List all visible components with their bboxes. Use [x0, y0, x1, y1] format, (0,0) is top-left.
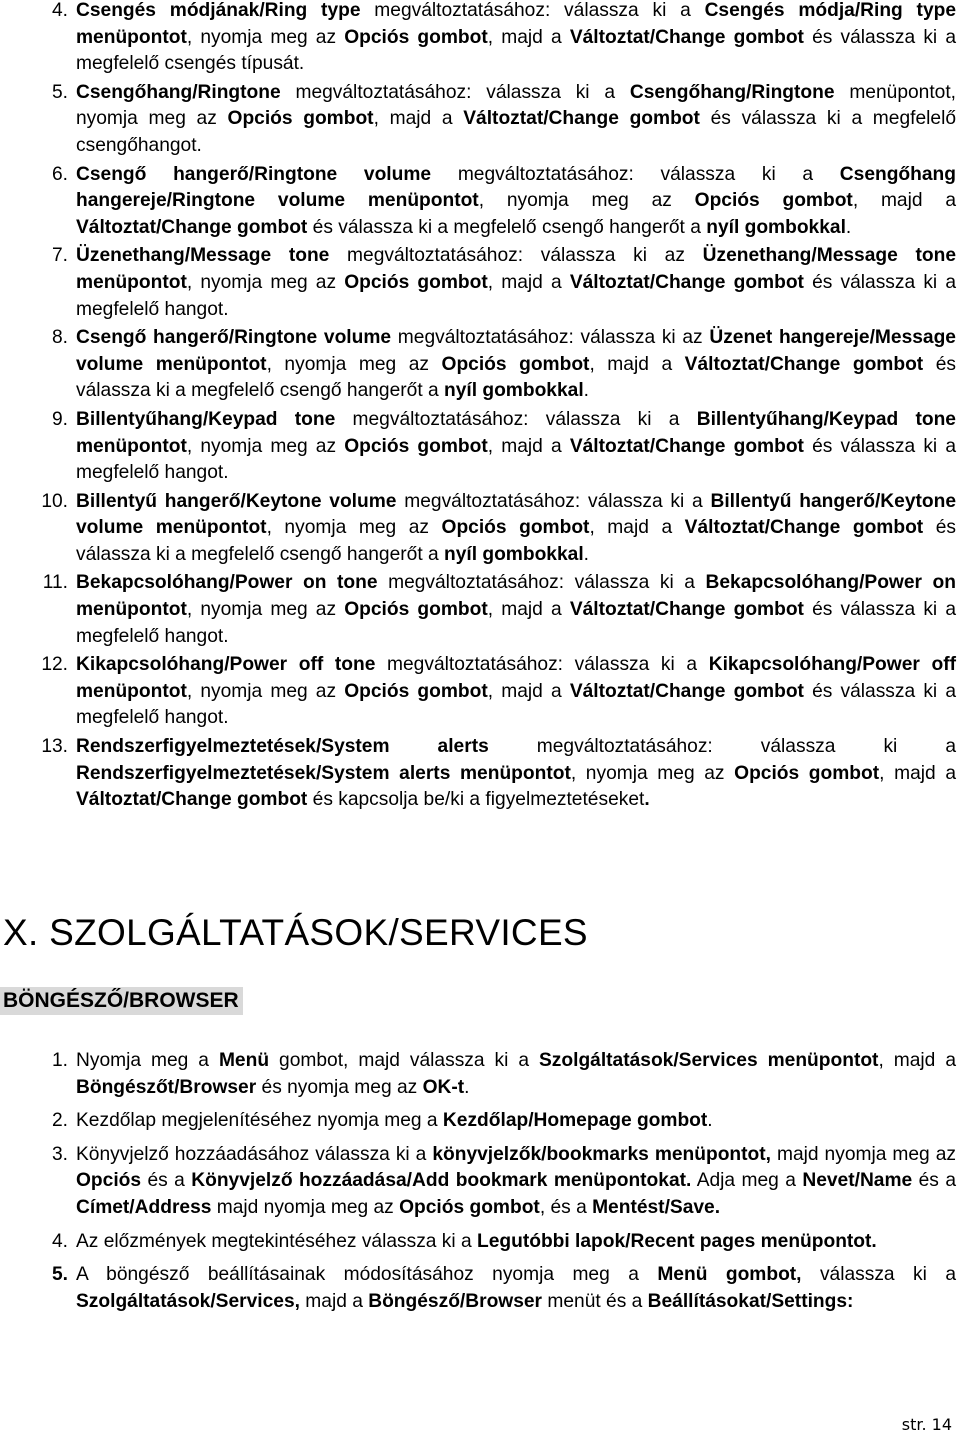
text-run: megváltoztatásához: válassza ki a	[431, 163, 840, 185]
list-item-text	[76, 1110, 713, 1131]
list-item-number: 5.	[51, 1264, 68, 1286]
text-run: .	[845, 216, 852, 238]
text-run: megváltoztatásához: válassza ki a	[335, 408, 697, 430]
list-item	[0, 1229, 960, 1256]
text-run: Kezdőlap megjelenítéséhez nyomja meg a	[76, 1110, 443, 1132]
bold-text: Bekapcsolóhang/Power on tone	[76, 572, 378, 594]
list-item-number: 13.	[41, 736, 68, 758]
bold-text: nyíl gombokkal	[706, 216, 846, 238]
bold-text: Nevet/Name	[802, 1170, 913, 1192]
bold-text: nyíl gombokkal	[443, 543, 584, 565]
text-run: , majd a	[373, 108, 464, 130]
text-run: , majd a	[589, 517, 685, 539]
text-run: és válassza ki a megfelelő hangot.	[76, 435, 956, 484]
subheading-browser: BÖNGÉSZŐ/BROWSER	[0, 987, 243, 1015]
bold-text: Opciós gombot	[344, 271, 488, 293]
text-run: majd nyomja meg az	[770, 1143, 956, 1165]
bold-text: Címet/Address	[76, 1196, 212, 1218]
bold-text: nyíl gombokkal	[443, 380, 584, 402]
text-run: válassza ki a	[801, 1264, 956, 1286]
bold-text: Változtat/Change gombot	[76, 789, 308, 811]
bold-text: Opciós gombot	[344, 26, 488, 48]
bold-text: Csengőhang/Ringtone	[629, 81, 835, 103]
bold-text: Billentyű hangerő/Keytone volume menüpontot	[76, 490, 956, 539]
text-run: , nyomja meg az	[478, 190, 695, 212]
text-run: , majd a	[879, 762, 956, 784]
text-run: Nyomja meg a	[76, 1050, 219, 1071]
bold-text: Változtat/Change gombot	[569, 26, 804, 48]
list-item	[0, 162, 960, 242]
bold-text: Rendszerfigyelmeztetések/System alerts	[76, 736, 489, 758]
list-item-number: 10.	[41, 490, 68, 512]
text-run: és kapcsolja be/ki a figyelmeztetéseket	[307, 789, 645, 811]
list-item-number: 3.	[51, 1143, 68, 1165]
text-run: , nyomja meg az	[186, 599, 345, 621]
bold-text: Billentyűhang/Keypad tone menüpontot	[76, 408, 956, 457]
text-run: és válassza ki a megfelelő hangot.	[76, 271, 956, 320]
text-run: megváltoztatásához: válassza ki az	[391, 327, 710, 349]
text-run: , nyomja meg az	[266, 353, 442, 375]
bold-text: Rendszerfigyelmeztetések/System alerts menüpontot	[76, 762, 571, 784]
text-run: Az előzmények megtekintéséhez válassza ki a	[76, 1230, 477, 1252]
text-run: Adja meg a	[691, 1170, 803, 1192]
list-item-number: 8.	[51, 327, 68, 349]
list-item	[0, 1108, 960, 1135]
list-item	[0, 1262, 960, 1315]
section-title: X. SZOLGÁLTATÁSOK/SERVICES	[3, 912, 588, 953]
text-run: gombot, majd válassza ki a	[269, 1050, 539, 1071]
text-run: megváltoztatásához: válassza ki a	[280, 81, 630, 103]
text-run: megváltoztatásához: válassza ki a	[375, 654, 709, 676]
bold-text: Csengőhang/Ringtone	[76, 81, 281, 103]
text-run: .	[583, 380, 589, 402]
text-run: , és a	[539, 1196, 593, 1218]
list-item-text	[76, 736, 956, 810]
bold-text: Üzenethang/Message tone menüpontot	[76, 245, 956, 293]
text-run: és válassza ki a megfelelő csengőhangot.	[76, 108, 957, 156]
bold-text: Bekapcsolóhang/Power on menüpontot	[76, 572, 956, 621]
bold-text: .	[644, 789, 650, 811]
text-run: Könyvjelző hozzáadásához válassza ki a	[76, 1143, 433, 1165]
list-item-text	[76, 572, 956, 646]
bold-text: Opciós gombot	[227, 108, 374, 130]
bold-text: Változtat/Change gombot	[684, 353, 924, 375]
list-item-text	[76, 164, 956, 238]
text-run: , nyomja meg az	[186, 26, 345, 48]
text-run: , nyomja meg az	[186, 271, 345, 293]
text-run: megváltoztatásához: válassza ki a	[488, 736, 956, 758]
text-run: , majd a	[589, 353, 685, 375]
bold-text: Csengés módjának/Ring type	[76, 0, 361, 21]
page-number: str. 14	[901, 1415, 952, 1434]
list-item-number: 2.	[51, 1110, 68, 1132]
list-item-text	[76, 654, 956, 728]
bold-text: Opciós gombot	[344, 599, 488, 621]
list-item	[0, 1142, 960, 1222]
instruction-list-browser	[0, 1048, 960, 1322]
text-run: megváltoztatásához: válassza ki a	[360, 0, 705, 21]
list-item	[0, 80, 960, 160]
text-run: , majd a	[487, 680, 570, 702]
bold-text: Billentyűhang/Keypad tone	[76, 408, 336, 430]
list-item-text	[76, 0, 956, 74]
bold-text: Kezdőlap/Homepage gombot	[442, 1110, 708, 1132]
list-item-number: 12.	[41, 654, 68, 676]
bold-text: Változtat/Change gombot	[569, 271, 804, 293]
text-run: , nyomja meg az	[186, 680, 345, 702]
list-item	[0, 570, 960, 650]
text-run: majd nyomja meg az	[211, 1196, 400, 1218]
list-item	[0, 243, 960, 323]
text-run: .	[707, 1110, 713, 1132]
list-item-number: 5.	[51, 81, 68, 103]
text-run: , majd a	[487, 271, 570, 293]
list-item-number: 7.	[51, 245, 68, 267]
bold-text: Szolgáltatások/Services,	[76, 1290, 300, 1312]
text-run: és válassza ki a megfelelő csengés típusát.	[76, 26, 956, 75]
list-item-number: 1.	[51, 1050, 68, 1071]
text-run: , majd a	[487, 26, 570, 48]
list-item-text	[76, 245, 956, 319]
text-run: és a	[141, 1170, 192, 1192]
text-run: menüpontot, nyomja meg az	[76, 81, 956, 130]
list-item	[0, 652, 960, 732]
bold-text: Kikapcsolóhang/Power off menüpontot	[76, 654, 956, 702]
text-run: .	[583, 543, 589, 565]
bold-text: Beállításokat/Settings:	[647, 1290, 854, 1312]
text-run: megváltoztatásához: válassza ki az	[329, 245, 703, 267]
list-item-text	[76, 1231, 877, 1252]
text-run: és válassza ki a megfelelő hangot.	[76, 599, 956, 647]
text-run: , nyomja meg az	[570, 762, 735, 784]
bold-text: Változtat/Change gombot	[463, 108, 700, 130]
bold-text: Csengő hangerő/Ringtone volume	[76, 327, 392, 349]
bold-text: Billentyű hangerő/Keytone volume	[76, 490, 397, 512]
bold-text: Változtat/Change gombot	[76, 216, 308, 238]
bold-text: Mentést/Save.	[592, 1196, 721, 1218]
bold-text: Csengőhang hangereje/Ringtone volume menüpontot	[76, 163, 956, 212]
list-item-text	[76, 1050, 956, 1098]
list-item-number: 4.	[51, 0, 68, 21]
text-run: majd a	[299, 1290, 369, 1312]
bold-text: Böngésző/Browser	[368, 1290, 543, 1312]
text-run: és válassza ki a megfelelő csengő hangerőt a	[76, 353, 956, 402]
bold-text: Opciós gombot	[441, 517, 590, 539]
text-run: és válassza ki a megfelelő csengő hangerőt a	[307, 216, 707, 238]
list-item-text	[76, 491, 956, 565]
text-run: , nyomja meg az	[266, 517, 442, 539]
bold-text: Változtat/Change gombot	[684, 517, 924, 539]
bold-text: Menü	[218, 1050, 270, 1071]
text-run: és a	[912, 1170, 956, 1192]
list-item	[0, 325, 960, 405]
text-run: A böngésző beállításainak módosításához nyomja meg a	[76, 1264, 658, 1286]
bold-text: Kikapcsolóhang/Power off tone	[76, 654, 376, 676]
text-run: megváltoztatásához: válassza ki a	[396, 490, 711, 512]
bold-text: Opciós gombot	[399, 1196, 540, 1218]
list-item-text	[76, 327, 956, 401]
bold-text: Változtat/Change gombot	[569, 680, 804, 702]
bold-text: Opciós gombot	[344, 435, 488, 457]
bold-text: Böngészőt/Browser	[76, 1076, 257, 1098]
bold-text: Opciós gombot	[344, 680, 488, 702]
text-run: , majd a	[487, 435, 570, 457]
list-item	[0, 1048, 960, 1101]
list-item-text	[76, 1144, 956, 1218]
text-run: és nyomja meg az	[256, 1076, 423, 1098]
text-run: , majd a	[878, 1050, 956, 1071]
list-item-number: 11.	[42, 572, 68, 594]
bold-text: Opciós gombot	[694, 190, 853, 212]
bold-text: Csengő hangerő/Ringtone volume	[76, 163, 432, 185]
list-item-text	[76, 82, 956, 156]
list-item	[0, 489, 960, 569]
bold-text: Opciós gombot	[441, 353, 590, 375]
text-run: és válassza ki a megfelelő hangot.	[76, 680, 956, 729]
text-run: , majd a	[487, 599, 570, 621]
bold-text: Opciós gombot	[734, 762, 880, 784]
bold-text: Könyvjelző hozzáadása/Add bookmark menüpontokat.	[191, 1170, 692, 1192]
bold-text: Menü gombot,	[657, 1264, 802, 1286]
list-item-number: 9.	[51, 408, 68, 430]
bold-text: könyvjelzők/bookmarks menüpontot,	[432, 1143, 771, 1165]
list-item	[0, 407, 960, 487]
text-run: .	[464, 1076, 470, 1098]
list-item	[0, 734, 960, 814]
list-item-text	[76, 409, 956, 483]
text-run: megváltoztatásához: válassza ki a	[377, 572, 706, 594]
list-item	[0, 0, 960, 78]
bold-text: Csengés módja/Ring type menüpontot	[76, 0, 957, 48]
text-run: , nyomja meg az	[186, 435, 345, 457]
bold-text: Opciós	[76, 1170, 142, 1192]
text-run: és válassza ki a megfelelő csengő hangerőt a	[76, 517, 956, 565]
bold-text: Legutóbbi lapok/Recent pages menüpontot.	[477, 1230, 877, 1252]
bold-text: Üzenet hangereje/Message volume menüpontot	[76, 327, 956, 375]
list-item-text	[76, 1264, 956, 1312]
bold-text: Üzenethang/Message tone	[76, 245, 330, 267]
list-item-number: 6.	[51, 163, 68, 185]
bold-text: OK-t	[422, 1076, 465, 1098]
bold-text: Változtat/Change gombot	[569, 435, 804, 457]
text-run: menüt és a	[542, 1290, 648, 1312]
bold-text: Változtat/Change gombot	[569, 599, 804, 621]
bold-text: Szolgáltatások/Services menüpontot	[539, 1050, 879, 1071]
list-item-number: 4.	[51, 1230, 68, 1252]
text-run: , majd a	[852, 190, 957, 212]
